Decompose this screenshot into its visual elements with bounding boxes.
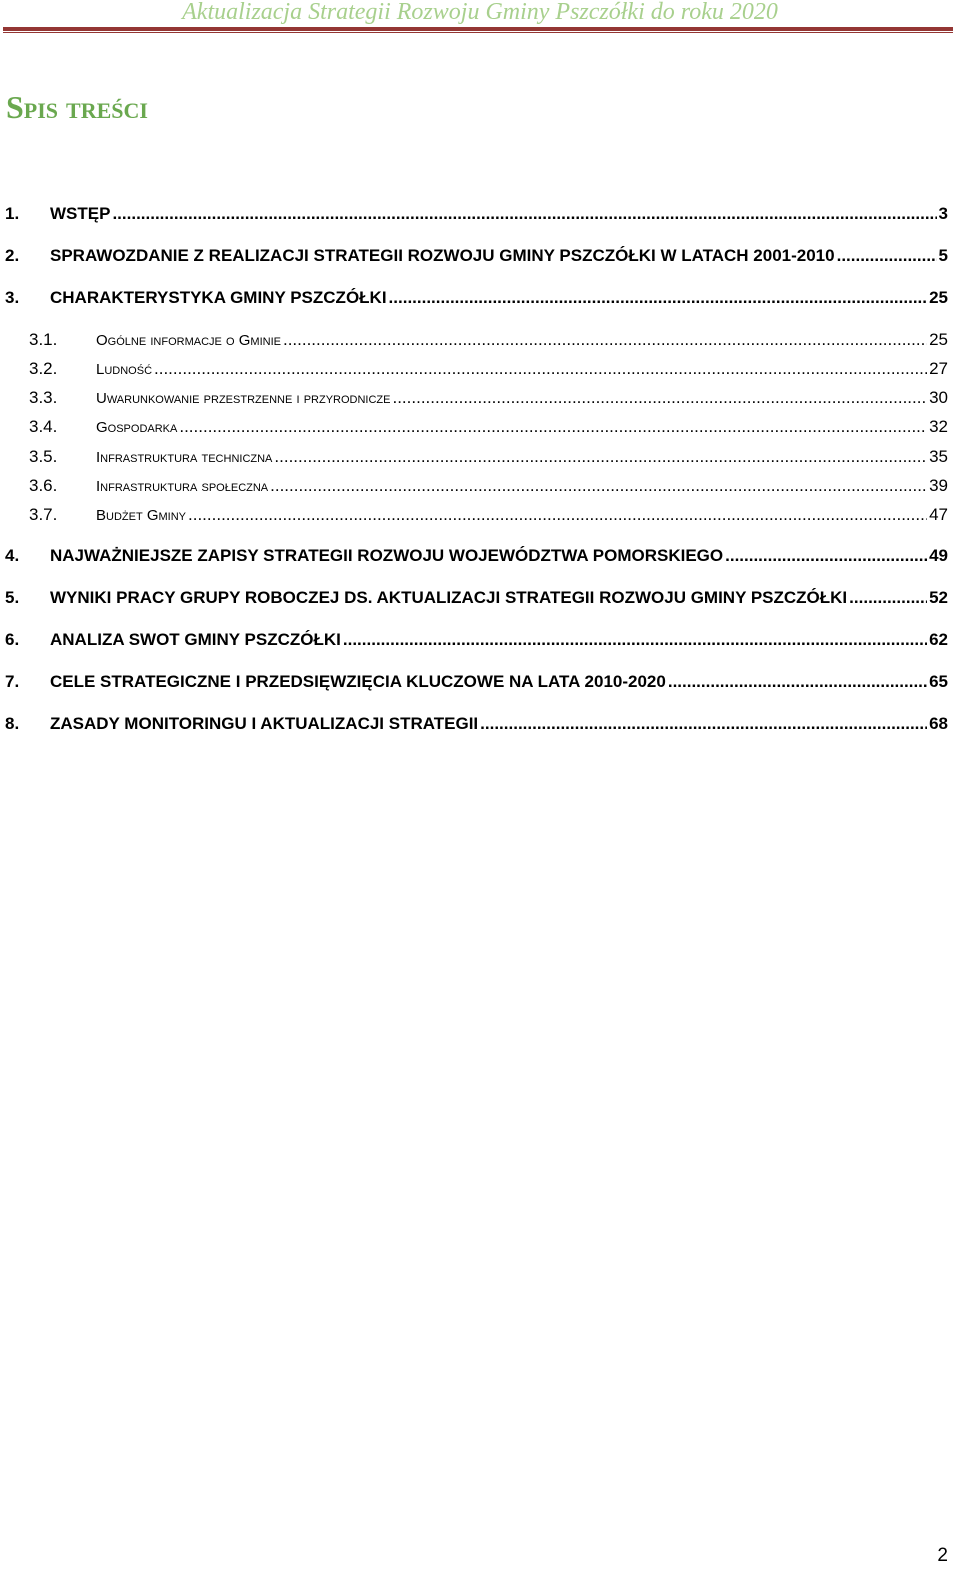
- toc-entry-2[interactable]: [0, 245, 960, 267]
- toc-leader-dots: [837, 245, 937, 267]
- toc-entry-number: 7.: [5, 672, 20, 691]
- toc-entry-page: 32: [929, 417, 948, 436]
- toc-entry-8[interactable]: [0, 713, 960, 735]
- toc-entry-page: 68: [929, 714, 948, 733]
- toc-entry-label: NAJWAŻNIEJSZE ZAPISY STRATEGII ROZWOJU WOJEWÓDZTWA POMORSKIEGO: [50, 546, 724, 565]
- toc-leader-dots: [283, 329, 927, 351]
- toc-leader-dots: [188, 504, 927, 526]
- toc-leader-dots: [179, 416, 927, 438]
- toc-entry-label: SPRAWOZDANIE Z REALIZACJI STRATEGII ROZWOJU GMINY PSZCZÓŁKI W LATACH 2001-2010: [50, 246, 835, 265]
- toc-entry-number: 3.3.: [29, 388, 58, 407]
- toc-entry-6[interactable]: [0, 629, 960, 651]
- toc-entry-label: Ludność: [96, 361, 153, 378]
- toc-entry-page: 25: [929, 288, 948, 307]
- toc-entry-1[interactable]: [0, 203, 960, 225]
- toc-leader-dots: [274, 446, 927, 468]
- toc-entry-3-5[interactable]: [0, 446, 960, 469]
- toc-leader-dots: [112, 203, 936, 225]
- toc-entry-number: 1.: [5, 204, 20, 223]
- toc-entry-4[interactable]: [0, 545, 960, 567]
- toc-leader-dots: [270, 475, 927, 497]
- toc-entry-label: Infrastruktura społeczna: [96, 478, 269, 495]
- header-rule: [3, 27, 953, 31]
- toc-entry-label: Infrastruktura techniczna: [96, 449, 273, 466]
- toc-entry-number: 3.7.: [29, 505, 58, 524]
- toc-entry-3[interactable]: [0, 287, 960, 309]
- toc-entry-page: 49: [929, 546, 948, 565]
- toc-entry-3-3[interactable]: [0, 387, 960, 410]
- toc-entry-label: ZASADY MONITORINGU I AKTUALIZACJI STRATEGII: [50, 714, 479, 733]
- toc-entry-3-1[interactable]: [0, 329, 960, 352]
- toc-leader-dots: [389, 287, 928, 309]
- toc-leader-dots: [392, 387, 927, 409]
- toc-entry-number: 3.2.: [29, 359, 58, 378]
- toc-entry-label: CHARAKTERYSTYKA GMINY PSZCZÓŁKI: [50, 288, 387, 307]
- toc-entry-page: 52: [929, 588, 948, 607]
- toc-entry-5[interactable]: [0, 587, 960, 609]
- toc-leader-dots: [480, 713, 927, 735]
- toc-entry-label: ANALIZA SWOT GMINY PSZCZÓŁKI: [50, 630, 341, 649]
- toc-entry-3-2[interactable]: [0, 358, 960, 381]
- toc-entry-number: 4.: [5, 546, 20, 565]
- toc-leader-dots: [849, 587, 927, 609]
- toc-entry-page: 47: [929, 505, 948, 524]
- toc-entry-3-6[interactable]: [0, 475, 960, 498]
- toc-entry-number: 3.4.: [29, 417, 58, 436]
- toc-leader-dots: [343, 629, 927, 651]
- toc-entry-number: 3.5.: [29, 447, 58, 466]
- page-number: 2: [937, 1545, 948, 1566]
- toc-entry-number: 3.6.: [29, 476, 58, 495]
- toc-entry-label: Uwarunkowanie przestrzenne i przyrodnicze: [96, 390, 391, 407]
- toc-leader-dots: [668, 671, 927, 693]
- document-header-title: Aktualizacja Strategii Rozwoju Gminy Pszczółki do roku 2020: [182, 0, 778, 25]
- toc-entry-label: CELE STRATEGICZNE I PRZEDSIĘWZIĘCIA KLUCZOWE NA LATA 2010-2020: [50, 672, 666, 691]
- toc-entry-number: 5.: [5, 588, 20, 607]
- toc-heading: Spis treści: [6, 89, 148, 125]
- toc-leader-dots: [154, 358, 927, 380]
- toc-entry-page: 5: [938, 246, 948, 265]
- toc-entry-label: Budżet Gminy: [96, 507, 187, 524]
- toc-entry-number: 3.: [5, 288, 20, 307]
- toc-entry-page: 39: [929, 476, 948, 495]
- toc-entry-page: 62: [929, 630, 948, 649]
- toc-entry-page: 65: [929, 672, 948, 691]
- toc-entry-label: WYNIKI PRACY GRUPY ROBOCZEJ DS. AKTUALIZACJI STRATEGII ROZWOJU GMINY PSZCZÓŁKI: [50, 588, 848, 607]
- toc-entry-number: 3.1.: [29, 330, 58, 349]
- toc-entry-page: 30: [929, 388, 948, 407]
- toc-entry-label: Gospodarka: [96, 419, 178, 436]
- toc-entry-page: 35: [929, 447, 948, 466]
- toc-entry-page: 25: [929, 330, 948, 349]
- toc-entry-number: 8.: [5, 714, 20, 733]
- toc-entry-label: WSTĘP: [50, 204, 111, 223]
- toc-entry-7[interactable]: [0, 671, 960, 693]
- header-rule-thin: [3, 32, 953, 33]
- toc-entry-label: Ogólne informacje o Gminie: [96, 332, 281, 349]
- toc-entry-3-7[interactable]: [0, 504, 960, 527]
- toc-entry-page: 3: [938, 204, 948, 223]
- toc-entry-number: 2.: [5, 246, 20, 265]
- toc-entry-page: 27: [929, 359, 948, 378]
- toc-entry-3-4[interactable]: [0, 416, 960, 439]
- toc-leader-dots: [725, 545, 927, 567]
- toc-entry-number: 6.: [5, 630, 20, 649]
